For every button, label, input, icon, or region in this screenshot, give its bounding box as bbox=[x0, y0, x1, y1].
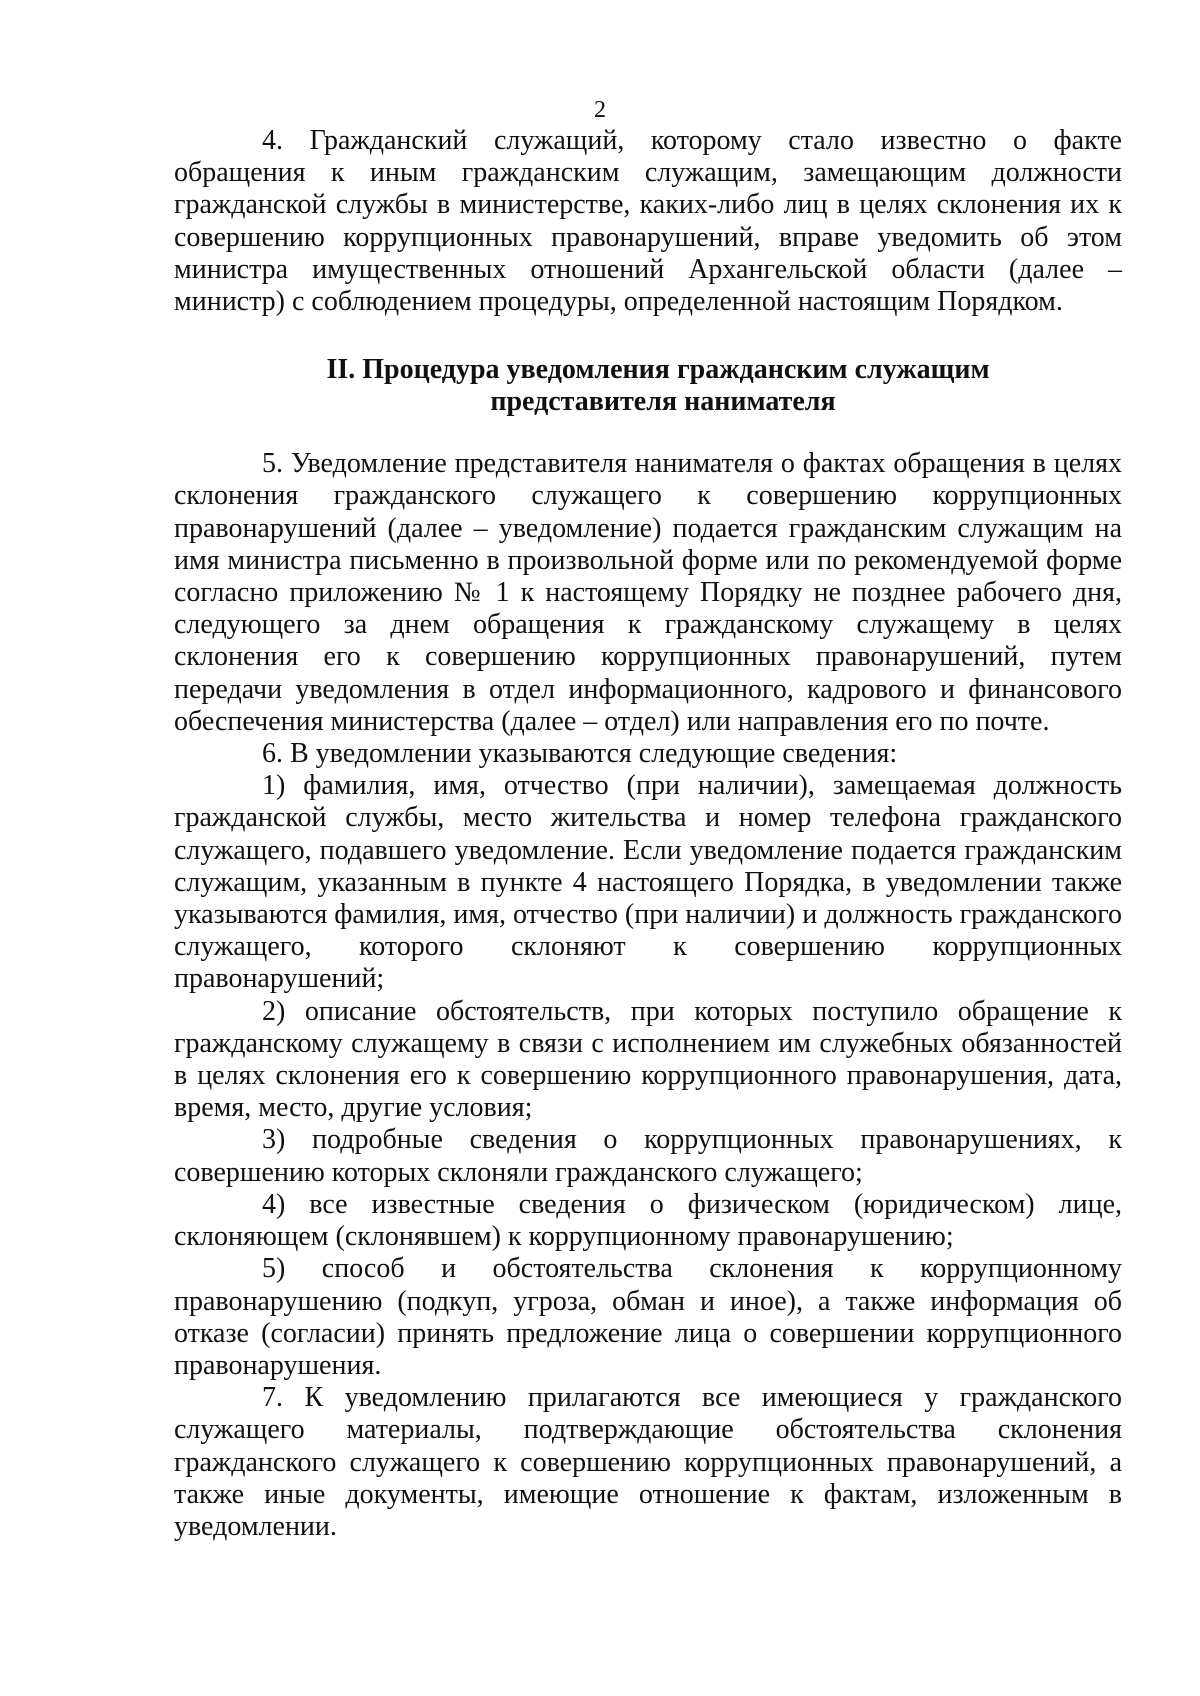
list-item-5: 5) способ и обстоятельства склонения к коррупционному правонарушению (подкуп, угроза, обман и иное), а также информация об отказе (согласии) принять предложение лица о совершении коррупционного правонарушения. bbox=[174, 1253, 1122, 1381]
document-body bbox=[174, 125, 1122, 1543]
list-item-4: 4) все известные сведения о физическом (юридическом) лице, склоняющем (склонявшем) к коррупционному правонарушению; bbox=[174, 1188, 1122, 1253]
page-number: 2 bbox=[594, 97, 606, 123]
paragraph-7: 7. К уведомлению прилагаются все имеющиеся у гражданского служащего материалы, подтверждающие обстоятельства склонения гражданского служащего к совершению коррупционных правонарушений, а также иные документы, имеющие отношение к фактам, изложенным в уведомлении. bbox=[174, 1382, 1122, 1542]
list-item-2: 2) описание обстоятельств, при которых поступило обращение к гражданскому служащему в связи с исполнением им служебных обязанностей в целях склонения его к совершению коррупционного правонарушения, дата, время, место, другие условия; bbox=[174, 995, 1122, 1124]
section-heading-line-2: представителя нанимателя bbox=[490, 386, 836, 418]
paragraph-6: 6. В уведомлении указываются следующие сведения: bbox=[262, 738, 898, 770]
section-heading bbox=[174, 354, 1122, 418]
paragraph-5: 5. Уведомление представителя нанимателя о фактах обращения в целях склонения гражданского служащего к совершению коррупционных правонарушений (далее – уведомление) подается гражданским служащим на имя министра письменно в произвольной форме или по рекомендуемой форме согласно приложению № 1 к настоящему Порядку не позднее рабочего дня, следующего за днем обращения к гражданскому служащему в целях склонения его к совершению коррупционных правонарушений, путем передачи уведомления в отдел информационного, кадрового и финансового обеспечения министерства (далее – отдел) или направления его по почте. bbox=[174, 448, 1122, 737]
section-heading-line-1: II. Процедура уведомления гражданским служащим bbox=[326, 354, 990, 386]
list-item-3: 3) подробные сведения о коррупционных правонарушениях, к совершению которых склоняли гражданского служащего; bbox=[174, 1124, 1122, 1188]
paragraph-4: 4. Гражданский служащий, которому стало известно о факте обращения к иным гражданским служащим, замещающим должности гражданской службы в министерстве, каких-либо лиц в целях склонения их к совершению коррупционных правонарушений, вправе уведомить об этом министра имущественных отношений Архангельской области (далее – министр) с соблюдением процедуры, определенной настоящим Порядком. bbox=[174, 125, 1122, 318]
list-item-1: 1) фамилия, имя, отчество (при наличии), замещаемая должность гражданской службы, место жительства и номер телефона гражданского служащего, подавшего уведомление. Если уведомление подается гражданским служащим, указанным в пункте 4 настоящего Порядка, в уведомлении также указываются фамилия, имя, отчество (при наличии) и должность гражданского служащего, которого склоняют к совершению коррупционных правонарушений; bbox=[174, 770, 1122, 995]
